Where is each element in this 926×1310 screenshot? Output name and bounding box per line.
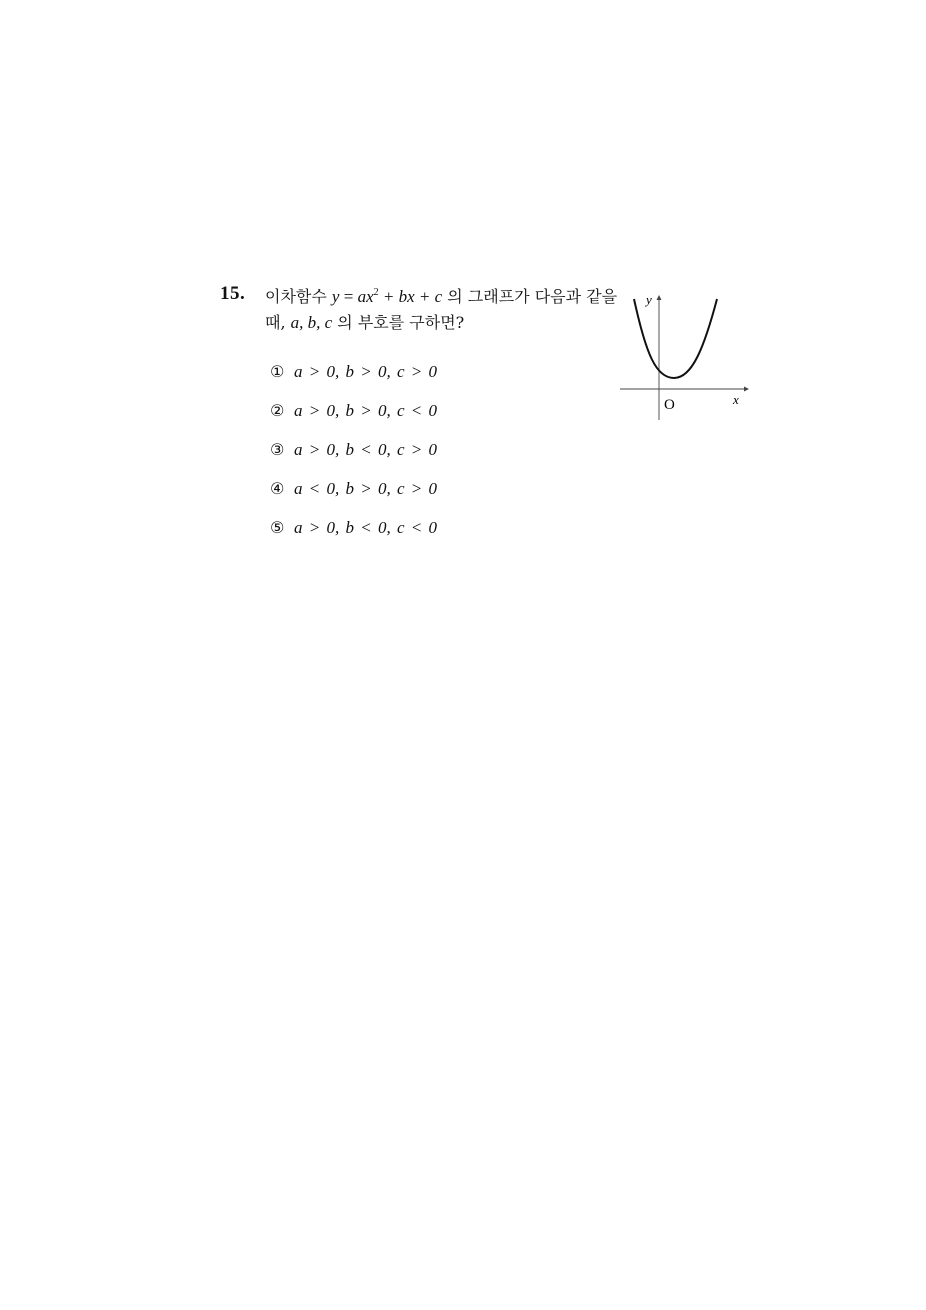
x-axis-label: x [733,392,739,407]
x-axis-arrow [744,387,749,392]
choice-text: a > 0, b < 0, c > 0 [294,440,437,459]
equation-ax: ax [357,287,374,306]
parabola-graph [616,288,750,424]
y-axis-label: y [646,292,652,307]
choice-3[interactable] [270,438,437,477]
y-axis-arrow [657,295,662,300]
question-number: 15. [220,283,246,304]
equation-equals: = [339,287,358,306]
question-line-1 [265,284,618,310]
question-line2-prefix: 때, [265,313,286,332]
equation-y: y [331,287,340,306]
choice-5[interactable] [270,516,437,555]
choice-marker: ② [270,401,285,420]
choice-4[interactable] [270,477,437,516]
question-prefix: 이차함수 [265,287,327,306]
choice-2[interactable] [270,399,437,438]
equation-exponent: 2 [373,287,379,298]
equation-rest: + bx + c [378,287,443,306]
origin-label: O [664,397,675,413]
question-variables: a, b, c [290,313,333,332]
choice-marker: ⑤ [270,518,285,537]
question-suffix: 의 그래프가 다음과 같을 [447,287,618,306]
choice-1[interactable] [270,360,437,399]
choice-marker: ③ [270,440,285,459]
choice-marker: ① [270,362,285,381]
question-text [265,284,618,336]
choice-text: a < 0, b > 0, c > 0 [294,479,437,498]
question-line2-suffix: 의 부호를 구하면? [337,313,465,332]
answer-choices [270,360,437,555]
choice-marker: ④ [270,479,285,498]
choice-text: a > 0, b < 0, c < 0 [294,518,437,537]
choice-text: a > 0, b > 0, c > 0 [294,362,437,381]
question-line-2 [265,310,615,336]
choice-text: a > 0, b > 0, c < 0 [294,401,437,420]
equation [332,287,442,306]
parabola-curve [634,299,717,378]
